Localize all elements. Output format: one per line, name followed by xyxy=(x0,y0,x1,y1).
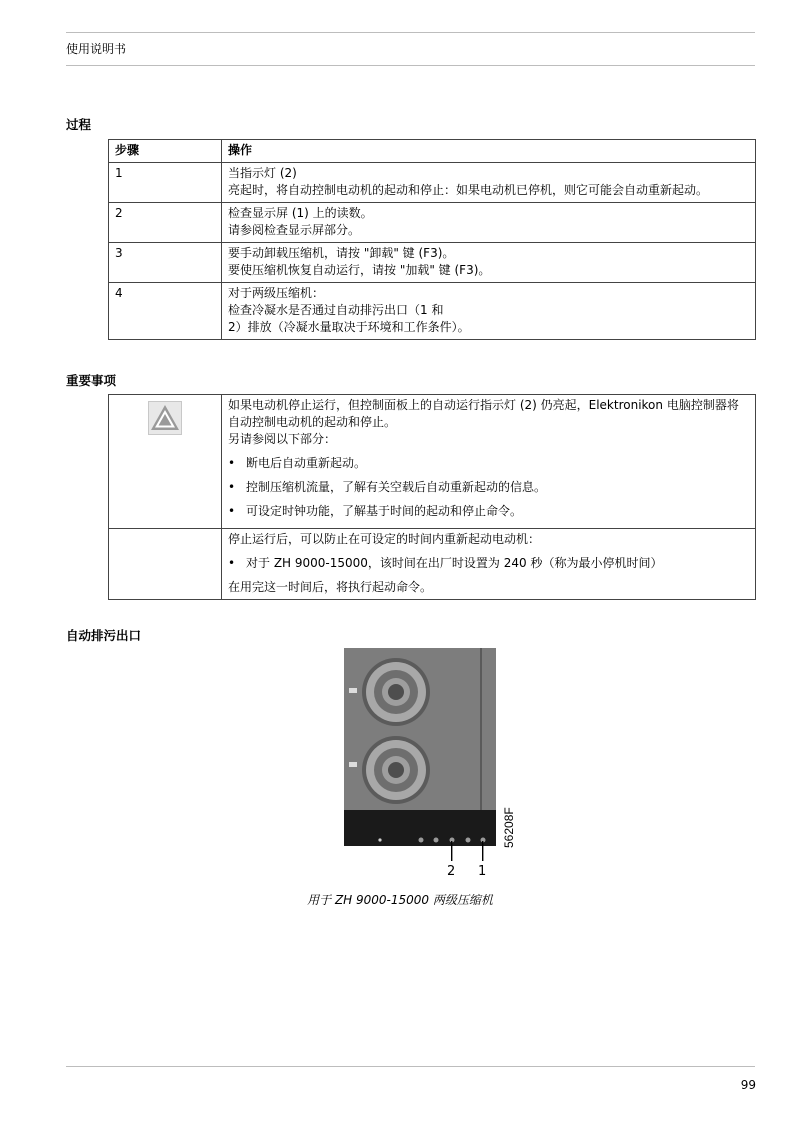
table-row xyxy=(109,203,756,243)
callout-label-1: 1 xyxy=(478,864,487,879)
step-action xyxy=(222,203,756,243)
step-line: 对于两级压缩机： xyxy=(228,286,325,300)
step-line: 2）排放（冷凝水量取决于环境和工作条件）。 xyxy=(228,320,470,334)
table-row xyxy=(109,529,756,600)
step-line: 要使压缩机恢复自动运行，请按 "加载" 键 (F3)。 xyxy=(228,263,491,277)
table-row xyxy=(109,283,756,340)
footer-rule xyxy=(66,1066,755,1067)
warning-text-cell xyxy=(222,395,756,529)
step-line: 检查冷凝水是否通过自动排污出口（1 和 xyxy=(228,303,444,317)
restart-intro: 停止运行后，可以防止在可设定的时间内重新起动电动机： xyxy=(228,532,541,546)
header-rule-top xyxy=(66,32,755,33)
table-row xyxy=(109,243,756,283)
figure-caption: 用于 ZH 9000-15000 两级压缩机 xyxy=(307,893,493,907)
procedure-table xyxy=(108,139,756,340)
see-also-text: 另请参阅以下部分： xyxy=(228,432,337,446)
column-header-action: 操作 xyxy=(222,140,756,163)
drain-heading: 自动排污出口 xyxy=(66,628,142,643)
important-heading: 重要事项 xyxy=(66,373,117,388)
figure-id-text: 56208F xyxy=(502,807,516,848)
warning-triangle-icon xyxy=(148,401,182,435)
restart-text-cell xyxy=(222,529,756,600)
table-header-row xyxy=(109,140,756,163)
figure-id xyxy=(500,800,518,850)
header-rule-bottom xyxy=(66,65,755,66)
list-item: • 控制压缩机流量，了解有关空载后自动重新起动的信息。 xyxy=(228,479,749,496)
list-item: • 对于 ZH 9000-15000，该时间在出厂时设置为 240 秒（称为最小停机时间） xyxy=(228,555,749,572)
step-number: 2 xyxy=(109,203,222,243)
step-line: 检查显示屏 (1) 上的读数。 xyxy=(228,206,373,220)
step-line: 当指示灯 (2) xyxy=(228,166,297,180)
step-line: 请参阅检查显示屏部分。 xyxy=(228,223,361,237)
step-action xyxy=(222,283,756,340)
list-item: • 可设定时钟功能，了解基于时间的起动和停止命令。 xyxy=(228,503,749,520)
step-action xyxy=(222,243,756,283)
restart-outro: 在用完这一时间后，将执行起动命令。 xyxy=(228,580,433,594)
table-row xyxy=(109,163,756,203)
step-line: 要手动卸载压缩机，请按 "卸载" 键 (F3)。 xyxy=(228,246,455,260)
warning-intro: 如果电动机停止运行，但控制面板上的自动运行指示灯 (2) 仍亮起，Elektronikon 电脑控制器将自动控制电动机的起动和停止。 xyxy=(228,398,739,429)
step-line: 亮起时，将自动控制电动机的起动和停止：如果电动机已停机，则它可能会自动重新起动。 xyxy=(228,183,709,197)
warning-cell xyxy=(109,395,222,529)
list-item: • 断电后自动重新起动。 xyxy=(228,455,749,472)
step-action xyxy=(222,163,756,203)
page-number: 99 xyxy=(740,1078,756,1092)
document-title: 使用说明书 xyxy=(66,42,127,56)
procedure-heading: 过程 xyxy=(66,117,92,132)
table-row xyxy=(109,395,756,529)
empty-cell xyxy=(109,529,222,600)
important-table xyxy=(108,394,756,600)
step-number: 3 xyxy=(109,243,222,283)
callout-label-2: 2 xyxy=(447,864,456,879)
drain-outlet-photo xyxy=(344,648,500,878)
step-number: 4 xyxy=(109,283,222,340)
step-number: 1 xyxy=(109,163,222,203)
column-header-step: 步骤 xyxy=(109,140,222,163)
